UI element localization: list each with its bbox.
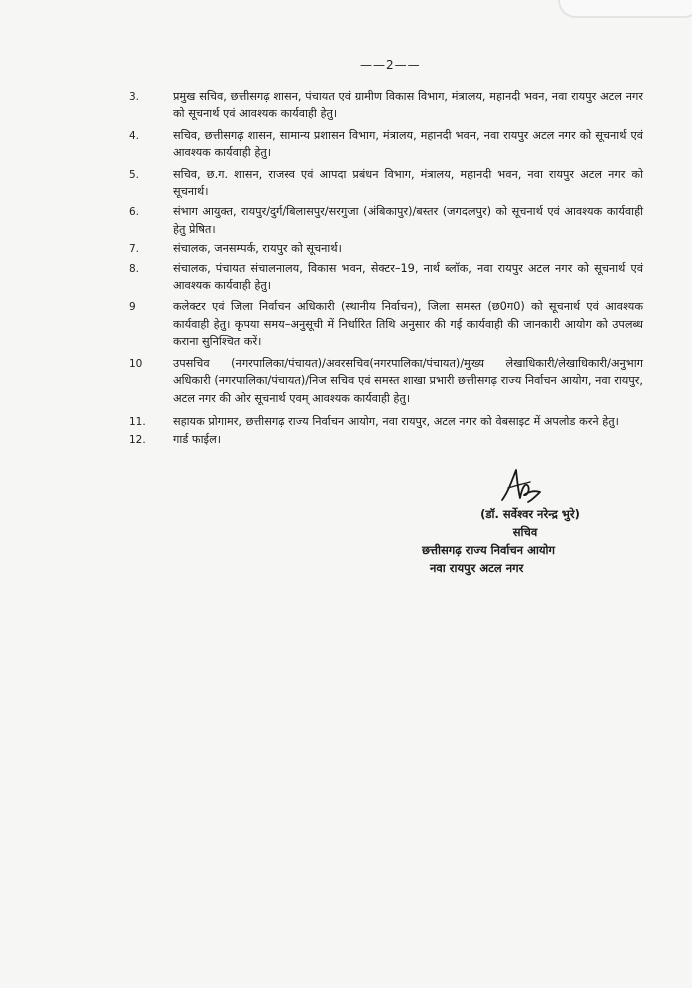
signatory-designation: सचिव bbox=[512, 525, 538, 539]
list-item bbox=[0, 240, 692, 257]
item-number: 6. bbox=[129, 206, 140, 219]
distribution-list bbox=[0, 88, 692, 449]
signatory-city: नवा रायपुर अटल नगर bbox=[430, 561, 524, 575]
item-number: 8. bbox=[129, 262, 140, 275]
item-text: सचिव, छ.ग. शासन, राजस्व एवं आपदा प्रबंधन विभाग, मंत्रालय, महानदी भवन, नवा रायपुर अटल नगर को सूचनार्थ। bbox=[173, 167, 643, 199]
signature-block bbox=[410, 505, 640, 577]
list-item bbox=[0, 355, 692, 407]
item-text: सहायक प्रोगामर, छत्तीसगढ़ राज्य निर्वाचन आयोग, नवा रायपुर, अटल नगर को वेबसाइट में अपलोड करने हेतु। bbox=[173, 414, 619, 428]
item-text: संचालक, जनसम्पर्क, रायपुर को सूचनार्थ। bbox=[173, 242, 342, 256]
item-text: सचिव, छत्तीसगढ़ शासन, सामान्य प्रशासन विभाग, मंत्रालय, महानदी भवन, नवा रायपुर अटल नगर को सूचनार्थ एवं आवश्यक कार्यवाही हेतु। bbox=[173, 128, 643, 160]
page-number: ——2—— bbox=[360, 58, 421, 72]
item-text: गार्ड फाईल। bbox=[173, 433, 222, 447]
list-item bbox=[0, 413, 692, 430]
list-item bbox=[0, 166, 692, 201]
item-number: 5. bbox=[129, 168, 140, 181]
item-text: प्रमुख सचिव, छत्तीसगढ़ शासन, पंचायत एवं ग्रामीण विकास विभाग, मंत्रालय, महानदी भवन, नवा रायपुर अटल नगर को सूचनार्थ एवं आवश्यक कार्यवाही हेतु। bbox=[173, 90, 643, 121]
item-number: 12. bbox=[129, 434, 146, 447]
handwritten-signature bbox=[494, 462, 550, 510]
item-text: संचालक, पंचायत संचालनालय, विकास भवन, सेक्टर–19, नार्थ ब्लॉक, नवा रायपुर अटल नगर को सूचनार्थ एवं आवश्यक कार्यवाही हेतु। bbox=[173, 261, 643, 293]
signatory-name: (डॉ. सर्वेश्वर नरेन्द्र भुरे) bbox=[480, 507, 580, 521]
list-item bbox=[0, 431, 692, 448]
item-text: कलेक्टर एवं जिला निर्वाचन अधिकारी (स्थानीय निर्वाचन), जिला समस्त (छ0ग0) को सूचनार्थ एवं आवश्यक कार्यवाही हेतु। कृपया समय–अनुसूची में निर्धारित तिथि अनुसार की गई कार्यवाही की जानकारी आयोग को उपलब्ध कराना सुनिश्चित करें। bbox=[173, 300, 643, 349]
item-text: उपसचिव (नगरपालिका/पंचायत)/अवरसचिव(नगरपालिका/पंचायत)/मुख्य लेखाधिकारी/लेखाधिकारी/अनुभाग अधिकारी (नगरपालिका/पंचायत)/निज सचिव एवं समस्त शाखा प्रभारी छत्तीसगढ़ राज्य निर्वाचन आयोग, नवा रायपुर, अटल नगर की ओर सूचनार्थ एवम् आवश्यक कार्यवाही हेतु। bbox=[173, 356, 643, 405]
item-number: 3. bbox=[129, 91, 140, 103]
list-item bbox=[0, 127, 692, 162]
item-number: 4. bbox=[129, 129, 140, 142]
list-item bbox=[0, 203, 692, 238]
item-number: 7. bbox=[129, 243, 140, 256]
list-item bbox=[0, 88, 692, 123]
item-number: 10 bbox=[129, 357, 143, 370]
item-number: 9 bbox=[129, 301, 136, 314]
list-item bbox=[0, 260, 692, 295]
signatory-organization: छत्तीसगढ़ राज्य निर्वाचन आयोग bbox=[422, 543, 555, 557]
item-number: 11. bbox=[129, 415, 146, 428]
item-text: संभाग आयुक्त, रायपुर/दुर्ग/बिलासपुर/सरगुजा (अंबिकापुर)/बस्तर (जगदलपुर) को सूचनार्थ एवं आवश्यक कार्यवाही हेतु प्रेषित। bbox=[173, 205, 643, 236]
corner-decoration bbox=[558, 0, 692, 18]
list-item bbox=[0, 298, 692, 350]
